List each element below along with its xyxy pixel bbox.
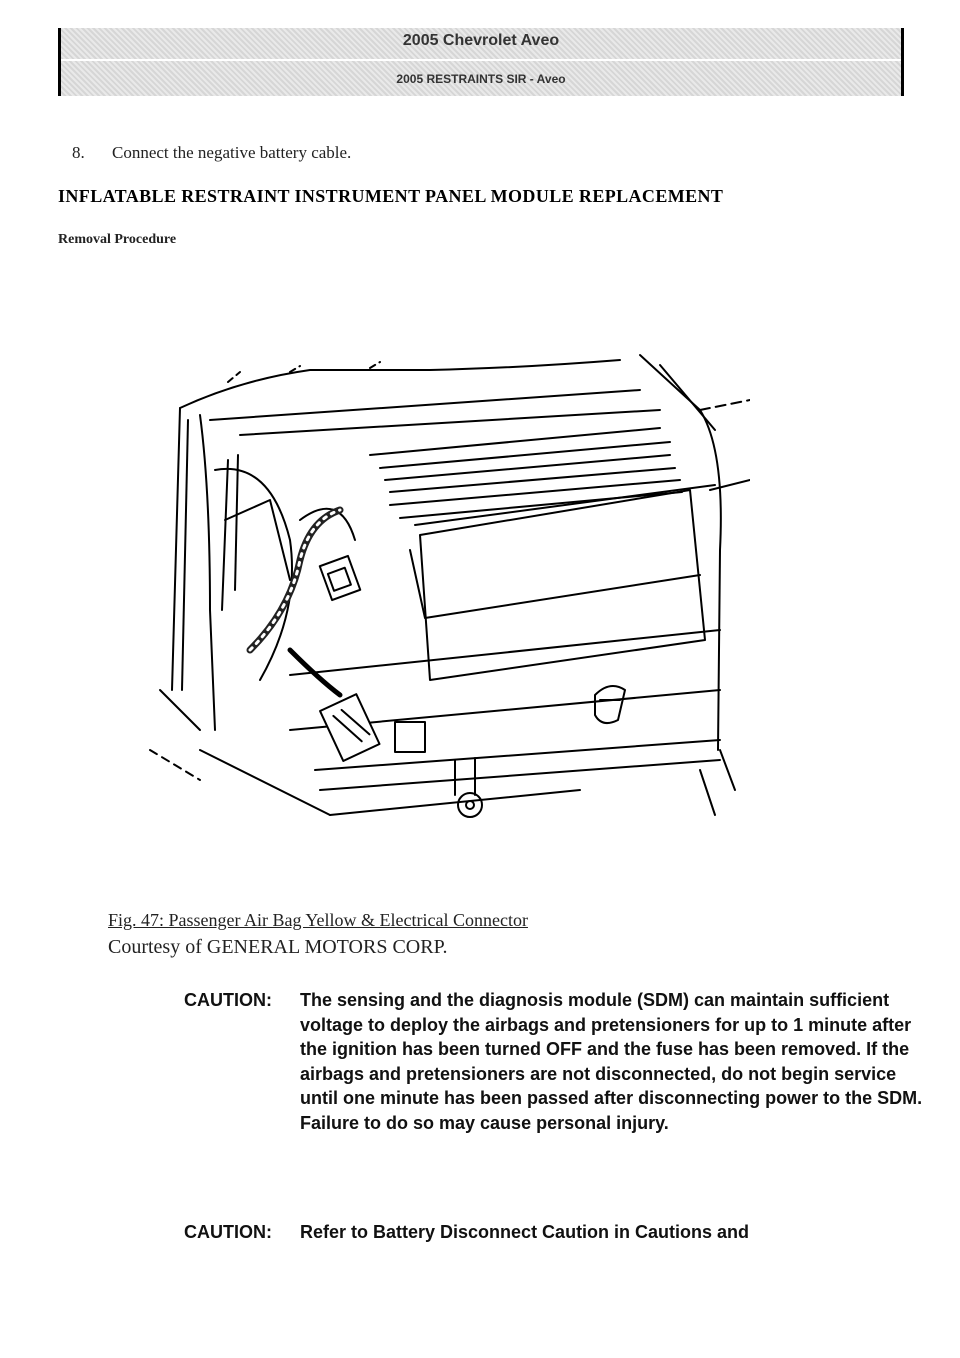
caution-block — [184, 1220, 924, 1245]
caution-text: Refer to Battery Disconnect Caution in Cautions and — [300, 1222, 750, 1242]
step-text: Connect the negative battery cable. — [112, 143, 352, 162]
figure-caption: Fig. 47: Passenger Air Bag Yellow & Electrical Connector — [108, 910, 528, 930]
caution-text: The sensing and the diagnosis module (SDM) can maintain sufficient voltage to deploy the airbags and pretensioners for up to 1 minute after the ignition has been turned OFF and the fuse has been removed. If the airbags and pretensioners are not disconnected, do not begin service until one minute has been passed after disconnecting power to the SDM. Failure to do so may cause personal injury. — [300, 990, 923, 1133]
section-title: INFLATABLE RESTRAINT INSTRUMENT PANEL MODULE REPLACEMENT — [58, 186, 724, 206]
procedure-heading: Removal Procedure — [58, 232, 177, 247]
page-header — [58, 28, 904, 96]
caution-label: CAUTION: — [184, 1222, 272, 1242]
step-item — [72, 143, 351, 163]
airbag-connector-illustration — [140, 350, 750, 830]
header-subtitle: 2005 RESTRAINTS SIR - Aveo — [396, 72, 566, 86]
caution-label: CAUTION: — [184, 990, 272, 1010]
caution-block — [184, 988, 924, 1135]
figure-credit: Courtesy of GENERAL MOTORS CORP. — [108, 936, 448, 958]
header-divider — [61, 59, 901, 61]
step-number: 8. — [72, 143, 85, 162]
header-title: 2005 Chevrolet Aveo — [402, 32, 560, 49]
